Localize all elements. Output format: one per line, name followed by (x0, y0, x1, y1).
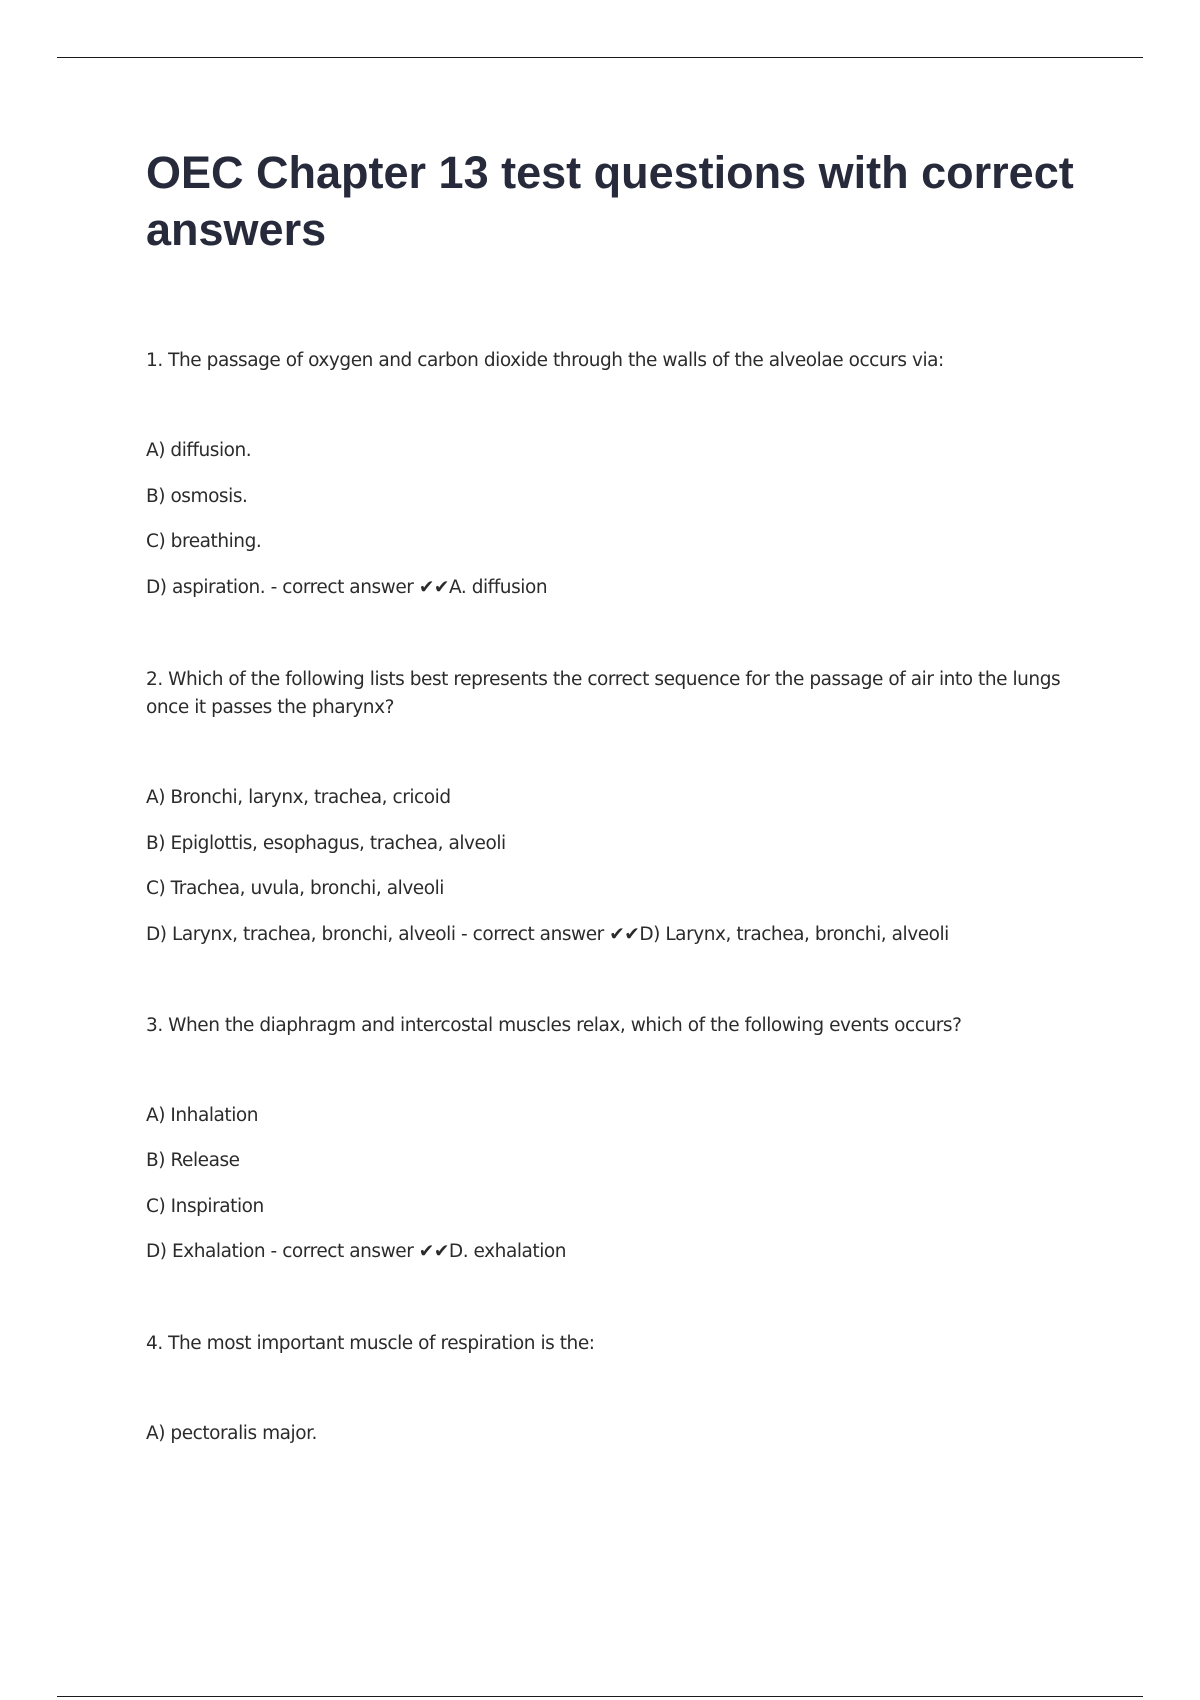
question-2-option-c: C) Trachea, uvula, bronchi, alveoli (146, 878, 444, 899)
question-2-option-a: A) Bronchi, larynx, trachea, cricoid (146, 787, 451, 808)
question-3-option-a: A) Inhalation (146, 1105, 259, 1126)
question-3-option-d-answer: D) Exhalation - correct answer ✔✔D. exhalation (146, 1241, 567, 1262)
question-4-option-a: A) pectoralis major. (146, 1423, 317, 1444)
header-rule (57, 57, 1143, 58)
document-title: OEC Chapter 13 test questions with correct answers (146, 147, 1074, 255)
question-1-option-b: B) osmosis. (146, 486, 248, 507)
question-2-text: 2. Which of the following lists best represents the correct sequence for the passage of air into the lungs once it passes the pharynx? (146, 669, 1061, 718)
question-3-text: 3. When the diaphragm and intercostal muscles relax, which of the following events occurs? (146, 1015, 962, 1036)
question-3-option-b: B) Release (146, 1150, 240, 1171)
question-2-option-d-answer: D) Larynx, trachea, bronchi, alveoli - correct answer ✔✔D) Larynx, trachea, bronchi, alveoli (146, 924, 949, 945)
question-1-text: 1. The passage of oxygen and carbon dioxide through the walls of the alveolae occurs via: (146, 350, 944, 371)
footer-rule (57, 1696, 1143, 1697)
question-3-option-c: C) Inspiration (146, 1196, 264, 1217)
question-1-option-c: C) breathing. (146, 531, 262, 552)
question-1-option-a: A) diffusion. (146, 440, 252, 461)
question-1-option-d-answer: D) aspiration. - correct answer ✔✔A. diffusion (146, 577, 548, 598)
question-4-text: 4. The most important muscle of respiration is the: (146, 1333, 595, 1354)
question-2-option-b: B) Epiglottis, esophagus, trachea, alveoli (146, 833, 506, 854)
